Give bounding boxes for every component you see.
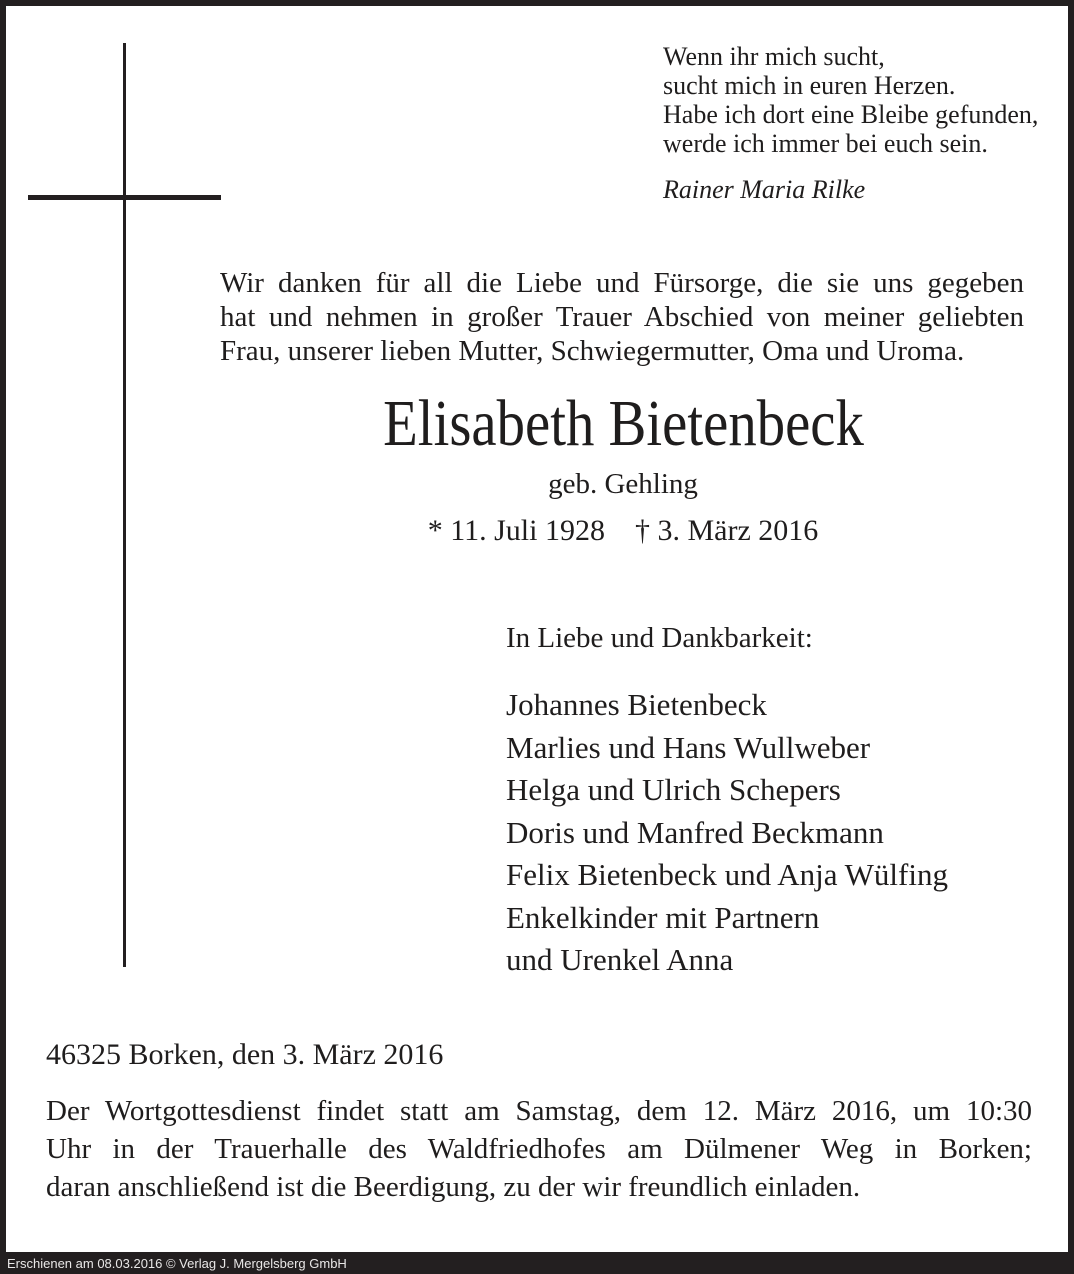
mourners-list — [506, 684, 948, 982]
mourner-name: Johannes Bietenbeck — [506, 687, 767, 722]
service-line: Uhr in der Trauerhalle des Waldfriedhofes am Dülmener Weg in Borken; — [46, 1133, 1032, 1165]
deceased-name-text: Elisabeth Bietenbeck — [382, 387, 864, 460]
service-line: daran anschließend ist die Beerdigung, zu der wir freundlich einladen. — [46, 1171, 861, 1203]
mourner-name: Doris und Manfred Beckmann — [506, 814, 884, 850]
life-dates — [220, 514, 1026, 548]
poem-line: werde ich immer bei euch sein. — [663, 129, 988, 158]
service-line: Der Wortgottesdienst findet statt am Samstag, dem 12. März 2016, um 10:30 — [46, 1095, 1032, 1127]
maiden-name: geb. Gehling — [548, 468, 698, 500]
mourner-name: Helga und Ulrich Schepers — [506, 772, 841, 807]
poem-line: sucht mich in euren Herzen. — [663, 71, 956, 100]
service-paragraph — [46, 1092, 1032, 1206]
thanks-line: Frau, unserer lieben Mutter, Schwiegermutter, Oma und Uroma. — [220, 335, 965, 367]
poem-attribution: Rainer Maria Rilke — [663, 175, 866, 204]
mourner-name: und Urenkel Anna — [506, 942, 734, 977]
deceased-name — [220, 387, 1026, 460]
birth-date: * 11. Juli 1928 — [427, 514, 605, 547]
place-date-line: 46325 Borken, den 3. März 2016 — [46, 1038, 444, 1071]
closing-line: In Liebe und Dankbarkeit: — [506, 622, 813, 654]
poem-block — [663, 42, 1038, 204]
cross-vertical-bar — [123, 43, 126, 967]
thanks-line: Wir danken für all die Liebe und Fürsorge, die sie uns gegeben — [220, 267, 1024, 299]
mourner-name: Enkelkinder mit Partnern — [506, 899, 820, 935]
publisher-footer-bar — [0, 1252, 1074, 1274]
poem-line: Wenn ihr mich sucht, — [663, 42, 885, 71]
thanks-line: hat und nehmen in großer Trauer Abschied von meiner geliebten — [220, 301, 1024, 333]
mourner-name: Marlies und Hans Wullweber — [506, 729, 871, 765]
poem-line: Habe ich dort eine Bleibe gefunden, — [663, 100, 1039, 129]
death-date: † 3. März 2016 — [634, 514, 819, 547]
publisher-footer-text: Erschienen am 08.03.2016 © Verlag J. Mergelsberg GmbH — [7, 1255, 347, 1271]
cross-horizontal-bar — [28, 195, 221, 200]
thanks-paragraph — [220, 266, 1024, 368]
mourner-name: Felix Bietenbeck und Anja Wülfing — [506, 857, 948, 892]
deceased-block — [220, 387, 1026, 548]
